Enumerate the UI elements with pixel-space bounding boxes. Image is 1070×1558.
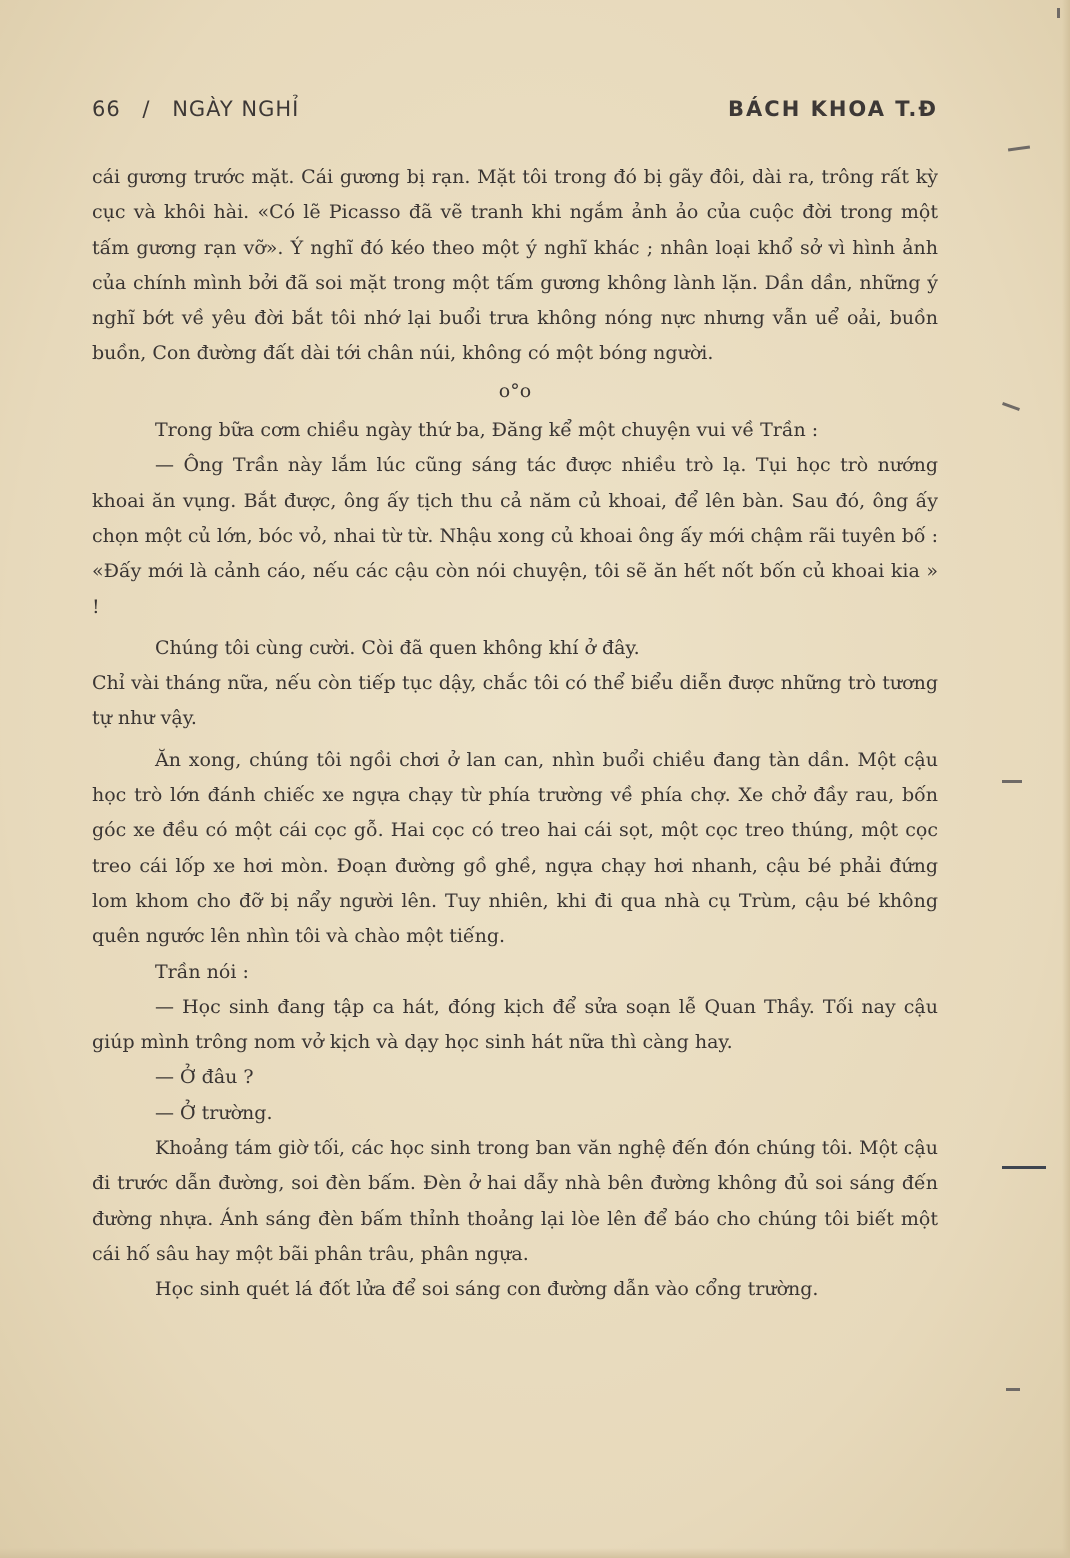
page-edge-shadow (1062, 0, 1070, 1558)
margin-mark (1057, 8, 1060, 18)
section-divider: o°o (498, 379, 532, 402)
paragraph: Trong bữa cơm chiều ngày thứ ba, Đăng kể một chuyện vui về Trần : (155, 419, 819, 442)
page-number: 66 (92, 97, 121, 121)
page-edge-shadow (0, 1548, 1070, 1558)
paragraph: Chỉ vài tháng nữa, nếu còn tiếp tục dậy, chắc tôi có thể biểu diễn được những trò tương tự như vậy. (92, 672, 938, 730)
paragraph: Khoảng tám giờ tối, các học sinh trong ban văn nghệ đến đón chúng tôi. Một cậu đi trước dẫn đường, soi đèn bấm. Đèn ở hai dẫy nhà bên đường không đủ soi sáng đến đường nhựa. Ánh sáng đèn bấm thỉnh thoảng lại lòe lên để báo cho chúng tôi biết một cái hố sâu hay một bãi phân trâu, phân ngựa. (92, 1137, 938, 1265)
paragraph: — Ở đâu ? (155, 1066, 254, 1089)
paragraph: Học sinh quét lá đốt lửa để soi sáng con đường dẫn vào cổng trường. (155, 1278, 819, 1301)
paragraph: — Ông Trần này lắm lúc cũng sáng tác được nhiều trò lạ. Tụi học trò nướng khoai ăn vụng. Bắt được, ông ấy tịch thu cả năm củ khoai, để lên bàn. Sau đó, ông ấy chọn một củ lớn, bóc vỏ, nhai từ từ. Nhậu xong củ khoai ông ấy mới chậm rãi tuyên bố : «Đấy mới là cảnh cáo, nếu các cậu còn nói chuyện, tôi sẽ ăn hết nốt bốn củ khoai kia » ! (92, 454, 938, 618)
margin-mark (1002, 1166, 1046, 1169)
page-header (92, 97, 938, 129)
paragraph: — Học sinh đang tập ca hát, đóng kịch để sửa soạn lễ Quan Thầy. Tối nay cậu giúp mình trông nom vở kịch và dạy học sinh hát nữa thì càng hay. (92, 995, 938, 1054)
paragraph: — Ở trường. (155, 1101, 273, 1124)
paragraph: Chúng tôi cùng cười. Còi đã quen không khí ở đây. (155, 636, 640, 659)
margin-mark (1002, 402, 1020, 411)
header-left (92, 97, 299, 121)
paragraph: Ăn xong, chúng tôi ngồi chơi ở lan can, nhìn buổi chiều đang tàn dần. Một cậu học trò lớn đánh chiếc xe ngựa chạy từ phía trường về phía chợ. Xe chở đầy rau, bốn góc xe đều có một cái cọc gỗ. Hai cọc có treo hai cái sọt, một cọc treo thúng, một cọc treo cái lốp xe hơi mòn. Đoạn đường gồ ghề, ngựa chạy hơi nhanh, cậu bé phải đứng lom khom cho đỡ bị nẩy người lên. Tuy nhiên, khi đi qua nhà cụ Trùm, cậu bé không quên ngước lên nhìn tôi và chào một tiếng. (92, 748, 938, 948)
header-separator: / (142, 97, 151, 121)
margin-mark (1008, 145, 1030, 151)
paragraph: Trần nói : (155, 960, 249, 983)
paragraph: cái gương trước mặt. Cái gương bị rạn. Mặt tôi trong đó bị gãy đôi, dài ra, trông rất kỳ cục và khôi hài. «Có lẽ Picasso đã vẽ tranh khi ngắm ảnh ảo của cuộc đời trong một tấm gương rạn vỡ». Ý nghĩ đó kéo theo một ý nghĩ khác ; nhân loại khổ sở vì hình ảnh của chính mình bởi đã soi mặt trong một tấm gương không lành lặn. Dần dần, những ý nghĩ bớt về yêu đời bắt tôi nhớ lại buổi trưa không nóng nực nhưng vẫn uể oải, buồn buồn, Con đường đất dài tới chân núi, không có một bóng người. (92, 166, 938, 365)
section-title: NGÀY NGHỈ (172, 97, 300, 121)
margin-mark (1002, 780, 1022, 783)
publication-title: BÁCH KHOA T.Đ (728, 97, 938, 121)
article-body (92, 160, 938, 1308)
margin-mark (1006, 1388, 1020, 1391)
